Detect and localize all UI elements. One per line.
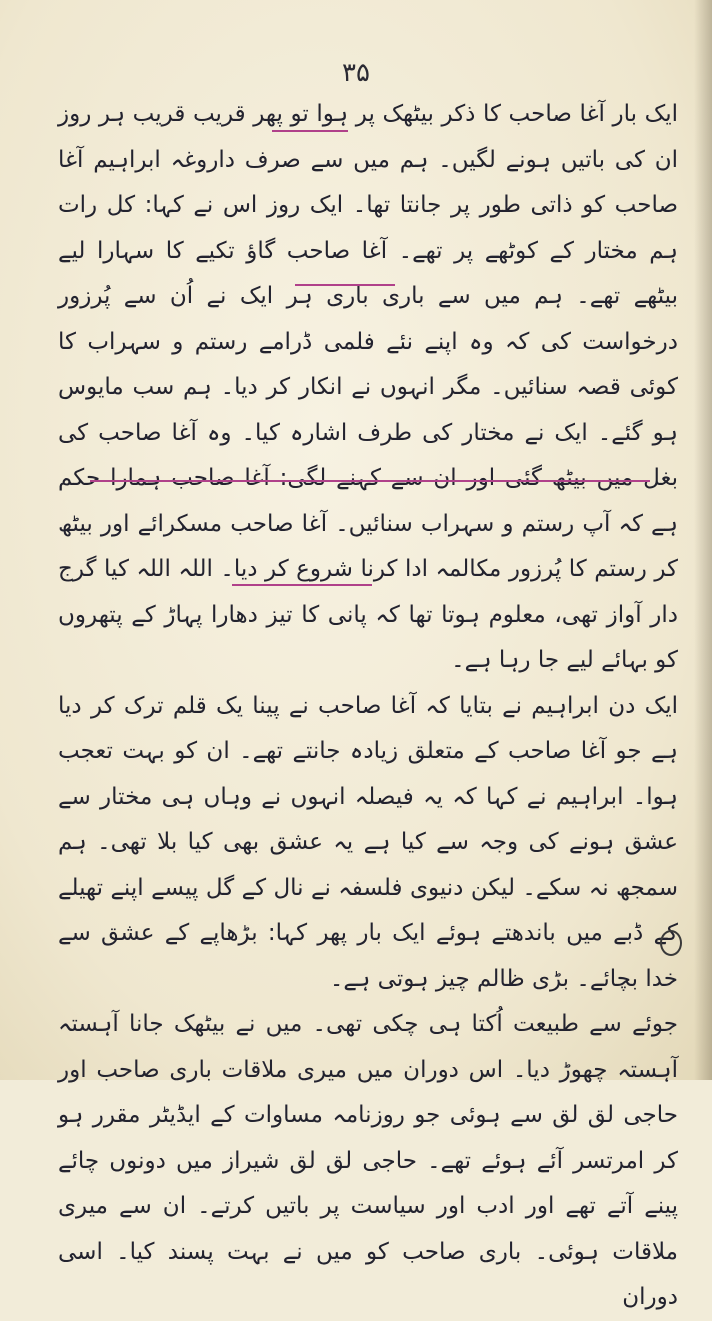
paragraph: جوئے سے طبیعت اُکتا ہی چکی تھی۔ میں نے بیٹھک جانا آہستہ آہستہ چھوڑ دیا۔ اس دوران میں میری ملاقات باری صاحب اور حاجی لق لق سے ہوئی جو روزنامہ مساوات کے ایڈیٹر مقرر ہو کر امرتسر آئے ہوئے تھے۔ حاجی لق لق شیراز میں دونوں چائے پینے آتے تھے اور ادب اور سیاست پر باتیں کرتے۔ ان سے میری ملاقات ہوئی۔ باری صاحب کو میں نے بہت پسند کیا۔ اسی دوران — [58, 1011, 678, 1310]
paragraph: ایک بار آغا صاحب کا ذکر بیٹھک پر ہوا تو پھر قریب قریب ہر روز ان کی باتیں ہونے لگیں۔ ہم میں سے صرف داروغہ ابراہیم آغا صاحب کو ذاتی طور پر جانتا تھا۔ ایک روز اس نے کہا: کل رات ہم مختار کے کوٹھے پر تھے۔ آغا صاحب گاؤ تکیے کا سہارا لیے بیٹھے تھے۔ ہم میں سے باری باری ہر ایک نے اُن سے پُرزور درخواست کی کہ وہ اپنے نئے فلمی ڈرامے رستم و سہراب کا کوئی قصہ سنائیں۔ مگر انہوں نے انکار کر دیا۔ ہم سب مایوس ہو گئے۔ ایک نے مختار کی طرف اشارہ کیا۔ وہ آغا صاحب کی بغل میں بیٹھ گئی اور ان سے کہنے لگی: آغا صاحب ہمارا حکم ہے کہ آپ رستم و سہراب سنائیں۔ آغا صاحب مسکرائے اور بیٹھ کر رستم کا پُرزور مکالمہ ادا کرنا شروع کر دیا۔ اللہ اللہ کیا گرج دار آواز تھی، معلوم ہوتا تھا کہ پانی کا تیز دھارا پہاڑ کے پتھروں کو بہائے لیے جا رہا ہے۔ — [58, 101, 678, 673]
ink-underline-mark — [232, 584, 372, 586]
ink-circle-mark — [660, 930, 682, 956]
paragraph: ایک دن ابراہیم نے بتایا کہ آغا صاحب نے پینا یک قلم ترک کر دیا ہے جو آغا صاحب کے متعلق زیادہ جانتے تھے۔ ان کو بہت تعجب ہوا۔ ابراہیم نے کہا کہ یہ فیصلہ انہوں نے وہاں ہی مختار سے عشق ہونے کی وجہ سے کیا ہے یہ عشق بھی کیا بلا تھی۔ ہم سمجھ نہ سکے۔ لیکن دنیوی فلسفہ نے نال کے گل پیسے اپنے تھیلے کے ڈبے میں باندھتے ہوئے ایک بار پھر کہا: بڑھاپے کے عشق سے خدا بچائے۔ بڑی ظالم چیز ہوتی ہے۔ — [58, 692, 678, 992]
handwritten-text-block — [58, 92, 678, 1321]
page-number: ۳۵ — [342, 58, 370, 88]
ink-underline-mark — [90, 480, 650, 482]
page-gutter-shadow — [694, 0, 712, 1080]
ink-underline-mark — [272, 130, 348, 132]
ink-underline-mark — [295, 284, 395, 286]
